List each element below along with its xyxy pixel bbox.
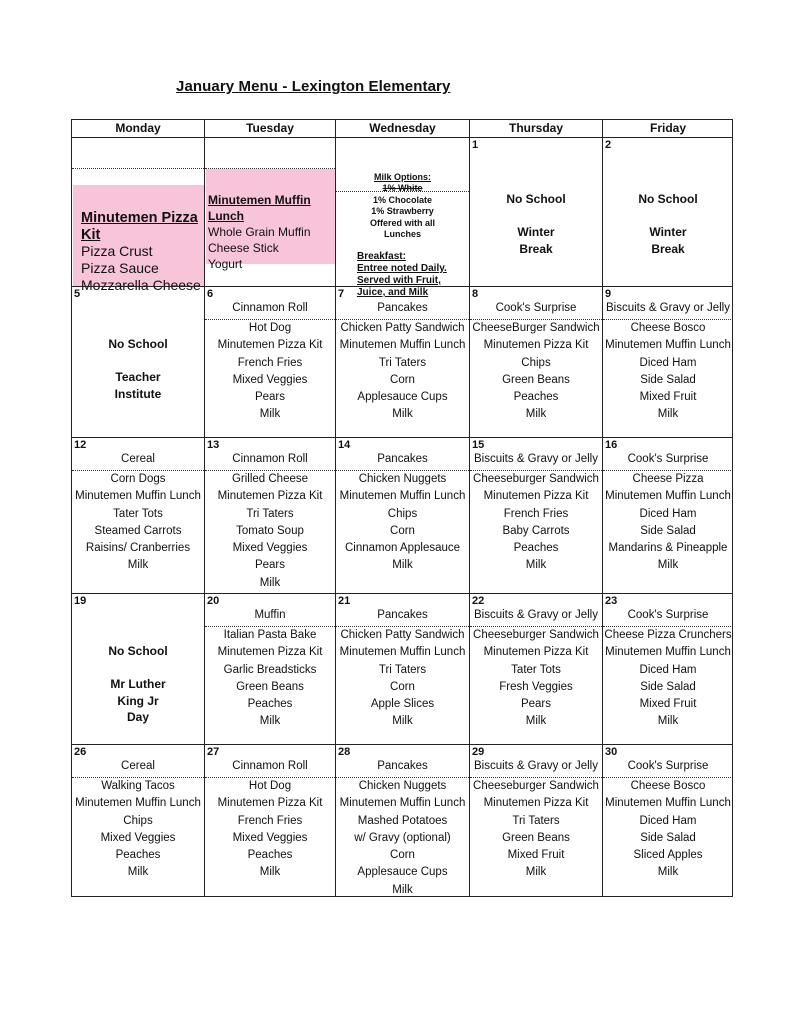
list-item: Milk: [657, 559, 679, 572]
cell-week4-monday: [71, 593, 204, 744]
list-item: Green Beans: [502, 373, 570, 386]
list-item: Minutemen Pizza Kit: [217, 797, 323, 810]
list-item: Cheeseburger Sandwich: [473, 780, 599, 792]
list-item: Diced Ham: [639, 356, 697, 369]
list-item: Mixed Fruit: [639, 391, 697, 404]
breakfast-item: Pancakes: [377, 453, 428, 465]
list-item: Mixed Veggies: [232, 831, 308, 844]
cell-week4-thursday: [469, 593, 602, 744]
day-number: 27: [207, 746, 220, 758]
list-item: Yogurt: [208, 257, 243, 271]
list-item: Minutemen Muffin Lunch: [75, 490, 201, 503]
day-number: 29: [472, 746, 485, 758]
list-item: Mixed Fruit: [639, 698, 697, 711]
cell-week2-thursday: [469, 286, 602, 437]
list-item: Pears: [254, 559, 286, 572]
list-item: Pears: [520, 698, 552, 711]
cell-week4-friday: [602, 593, 733, 744]
list-item: Chips: [123, 814, 153, 827]
day-number: 8: [472, 288, 479, 300]
list-item: Milk: [127, 559, 149, 572]
list-item: Mashed Potatoes: [357, 814, 448, 827]
list-item: Tri Taters: [512, 814, 560, 827]
day-number: 26: [74, 746, 87, 758]
cell-week3-friday: [602, 437, 733, 593]
cell-week2-wednesday: [335, 286, 469, 437]
list-item: Minutemen Muffin Lunch: [605, 797, 731, 810]
list-item: Mixed Fruit: [507, 849, 565, 862]
note-line: Winter: [649, 225, 687, 239]
cell-week2-monday: [71, 286, 204, 437]
list-item: Fresh Veggies: [499, 680, 573, 693]
list-item: Minutemen Muffin Lunch: [605, 339, 731, 352]
note-line: No School: [638, 192, 698, 206]
note-line: Mr Luther: [110, 677, 166, 691]
note-line: No School: [506, 192, 566, 206]
list-item: Milk: [525, 408, 547, 421]
cell-week5-wednesday: [335, 744, 469, 897]
list-item: Diced Ham: [639, 663, 697, 676]
list-item: Peaches: [513, 542, 559, 555]
day-number: 19: [74, 595, 87, 607]
lunch-items: [205, 627, 335, 731]
list-item: Milk: [392, 408, 413, 421]
cell-week1-tuesday: [204, 137, 335, 286]
list-item: Chips: [521, 356, 551, 369]
list-item: Chicken Nuggets: [358, 473, 447, 485]
list-item: Minutemen Muffin Lunch: [75, 797, 201, 810]
milk-note: Offered with all: [369, 217, 435, 228]
list-item: Green Beans: [502, 831, 570, 844]
cell-week2-tuesday: [204, 286, 335, 437]
milk-note: Lunches: [383, 229, 421, 240]
list-item: Hot Dog: [248, 322, 292, 334]
day-number: 21: [338, 595, 351, 607]
list-item: Cheese Pizza: [632, 473, 704, 485]
day-number: 1: [472, 139, 479, 151]
list-item: Steamed Carrots: [94, 524, 182, 537]
list-item: Sliced Apples: [633, 849, 703, 862]
lunch-items: [336, 320, 469, 424]
list-item: Minutemen Pizza Kit: [217, 646, 323, 659]
divider: [336, 191, 469, 192]
list-item: Green Beans: [236, 680, 304, 693]
cell-week4-wednesday: [335, 593, 469, 744]
lunch-items: [470, 320, 602, 424]
muffin-lunch-items: [208, 224, 311, 272]
list-item: Corn: [390, 524, 415, 537]
list-item: Minutemen Muffin Lunch: [339, 646, 466, 659]
cell-week3-monday: [71, 437, 204, 593]
lunch-items: [205, 471, 335, 592]
cell-week3-tuesday: [204, 437, 335, 593]
list-item: Minutemen Muffin Lunch: [339, 490, 466, 503]
list-item: Milk: [657, 408, 679, 421]
cell-week5-thursday: [469, 744, 602, 897]
day-number: 23: [605, 595, 618, 607]
list-item: Tri Taters: [378, 356, 427, 369]
list-item: Chicken Patty Sandwich: [340, 629, 465, 641]
list-item: Minutemen Muffin Lunch: [339, 339, 466, 352]
header-wednesday: Wednesday: [335, 119, 469, 137]
list-item: Peaches: [513, 391, 559, 404]
breakfast-item: Pancakes: [377, 302, 428, 314]
cell-week3-wednesday: [335, 437, 469, 593]
list-item: Cheese Bosco: [630, 322, 706, 334]
cell-week5-tuesday: [204, 744, 335, 897]
list-item: Chicken Patty Sandwich: [340, 322, 465, 334]
list-item: Cheese Bosco: [630, 780, 706, 792]
list-item: Diced Ham: [639, 507, 697, 520]
breakfast-item: Biscuits & Gravy or Jelly: [474, 760, 598, 772]
list-item: Baby Carrots: [502, 524, 570, 537]
list-item: French Fries: [503, 507, 569, 520]
breakfast-item: Cook's Surprise: [627, 609, 709, 621]
list-item: Peaches: [247, 849, 293, 862]
cell-week5-monday: [71, 744, 204, 897]
note-line: Teacher: [115, 370, 161, 384]
day-number: 16: [605, 439, 618, 451]
breakfast-item: Pancakes: [377, 609, 428, 621]
day-number: 13: [207, 439, 220, 451]
list-item: Milk: [392, 559, 413, 572]
breakfast-item: Cinnamon Roll: [232, 302, 308, 314]
day-number: 15: [472, 439, 485, 451]
list-item: Minutemen Pizza Kit: [483, 339, 589, 352]
note-line: Winter: [517, 225, 555, 239]
breakfast-item: Pancakes: [377, 760, 428, 772]
cell-week4-tuesday: [204, 593, 335, 744]
list-item: Minutemen Muffin Lunch: [605, 646, 731, 659]
header-friday: Friday: [602, 119, 733, 137]
breakfast-line: Entree noted Daily.: [357, 263, 447, 274]
list-item: Cheese Stick: [208, 241, 279, 255]
list-item: Milk: [525, 559, 547, 572]
milk-option: 1% Strawberry: [371, 206, 434, 217]
list-item: Mixed Veggies: [100, 831, 176, 844]
no-school-note: [72, 336, 204, 402]
list-item: Corn: [390, 849, 415, 862]
breakfast-item: Cinnamon Roll: [232, 453, 308, 465]
list-item: Peaches: [247, 698, 293, 711]
lunch-items: [205, 778, 335, 882]
list-item: Corn Dogs: [110, 473, 166, 485]
list-item: Apple Slices: [370, 698, 435, 711]
day-number: 2: [605, 139, 612, 151]
list-item: Mixed Veggies: [232, 542, 308, 555]
list-item: Tomato Soup: [236, 524, 304, 537]
list-item: Grilled Cheese: [231, 473, 309, 485]
day-number: 14: [338, 439, 351, 451]
day-number: 5: [74, 288, 81, 300]
list-item: French Fries: [237, 814, 303, 827]
list-item: Garlic Breadsticks: [223, 663, 317, 676]
list-item: Pears: [254, 391, 286, 404]
breakfast-line: Breakfast:: [357, 251, 406, 262]
list-item: Corn: [390, 680, 415, 693]
milk-option: 1% White: [382, 183, 423, 194]
minutemen-pizza-kit-title: Minutemen Pizza Kit: [81, 210, 198, 243]
list-item: Chips: [387, 507, 418, 520]
note-line: Day: [126, 710, 149, 724]
lunch-items: [336, 471, 469, 575]
list-item: Side Salad: [640, 680, 696, 693]
list-item: Side Salad: [640, 373, 696, 386]
lunch-items: [603, 320, 733, 424]
note-line: Institute: [114, 386, 162, 401]
list-item: Diced Ham: [639, 814, 697, 827]
note-line: Break: [651, 241, 685, 256]
list-item: Minutemen Pizza Kit: [483, 646, 589, 659]
note-line: No School: [108, 337, 168, 351]
header-monday: Monday: [71, 119, 204, 137]
cell-week5-friday: [602, 744, 733, 897]
note-line: No School: [108, 644, 168, 658]
breakfast-item: Cook's Surprise: [627, 760, 709, 772]
day-number: 28: [338, 746, 351, 758]
list-item: Cheeseburger Sandwich: [473, 473, 599, 485]
lunch-items: [603, 627, 733, 731]
list-item: Milk: [525, 715, 547, 728]
day-number: 12: [74, 439, 87, 451]
list-item: Minutemen Pizza Kit: [217, 339, 323, 352]
list-item: Tri Taters: [378, 663, 427, 676]
lunch-items: [603, 471, 733, 575]
list-item: Minutemen Pizza Kit: [483, 797, 589, 810]
list-item: Corn: [390, 373, 415, 386]
lunch-items: [72, 778, 204, 882]
breakfast-item: Cook's Surprise: [627, 453, 709, 465]
cell-week1-thursday: [469, 137, 602, 286]
list-item: Cheese Pizza Crunchers: [604, 629, 732, 641]
list-item: Mozzarella Cheese: [81, 277, 201, 293]
list-item: Minutemen Muffin Lunch: [339, 797, 466, 810]
cell-week1-wednesday: [335, 137, 469, 298]
page-title: January Menu - Lexington Elementary: [176, 78, 451, 95]
day-number: 30: [605, 746, 618, 758]
list-item: Mandarins & Pineapple: [608, 542, 728, 555]
breakfast-item: Biscuits & Gravy or Jelly: [606, 302, 730, 314]
list-item: Milk: [259, 715, 281, 728]
list-item: Minutemen Pizza Kit: [217, 490, 323, 503]
minutemen-muffin-lunch-title: Minutemen Muffin Lunch: [208, 193, 311, 223]
list-item: Tater Tots: [113, 507, 163, 520]
lunch-items: [603, 778, 733, 882]
list-item: Tater Tots: [511, 663, 561, 676]
list-item: Chicken Nuggets: [358, 780, 447, 792]
menu-calendar: [71, 119, 733, 897]
list-item: Applesauce Cups: [357, 866, 448, 879]
list-item: Applesauce Cups: [357, 391, 448, 404]
lunch-items: [336, 778, 469, 899]
lunch-items: [470, 627, 602, 731]
breakfast-item: Cook's Surprise: [495, 302, 577, 314]
divider: [72, 168, 204, 169]
list-item: Cheeseburger Sandwich: [473, 629, 599, 641]
header-tuesday: Tuesday: [204, 119, 335, 137]
no-school-note: [603, 191, 733, 257]
list-item: Minutemen Muffin Lunch: [605, 490, 731, 503]
list-item: Milk: [259, 408, 281, 421]
list-item: Walking Tacos: [101, 780, 175, 792]
list-item: Side Salad: [640, 831, 696, 844]
list-item: Pizza Crust: [81, 243, 153, 259]
list-item: Italian Pasta Bake: [223, 629, 317, 641]
milk-options: [336, 172, 469, 240]
list-item: French Fries: [237, 356, 303, 369]
milk-option: 1% Chocolate: [372, 194, 432, 205]
breakfast-line: Served with Fruit,: [357, 275, 441, 286]
breakfast-item: Cereal: [121, 453, 155, 465]
breakfast-item: Cereal: [121, 760, 155, 772]
list-item: w/ Gravy (optional): [354, 831, 451, 844]
lunch-items: [205, 320, 335, 424]
no-school-note: [470, 191, 602, 257]
cell-week1-friday: [602, 137, 733, 286]
list-item: Milk: [525, 866, 547, 879]
no-school-note: [72, 643, 204, 726]
lunch-items: [470, 471, 602, 575]
breakfast-item: Muffin: [254, 609, 286, 621]
day-number: 6: [207, 288, 214, 300]
day-number: 22: [472, 595, 485, 607]
list-item: Hot Dog: [248, 780, 292, 792]
list-item: Tri Taters: [246, 507, 294, 520]
lunch-items: [470, 778, 602, 882]
cell-week3-thursday: [469, 437, 602, 593]
list-item: Side Salad: [640, 524, 696, 537]
cell-week1-monday: [71, 137, 204, 293]
list-item: Milk: [127, 866, 149, 879]
cell-week2-friday: [602, 286, 733, 437]
list-item: Milk: [259, 866, 281, 879]
list-item: Milk: [392, 883, 413, 896]
note-line: King Jr: [117, 693, 159, 708]
list-item: Minutemen Pizza Kit: [483, 490, 589, 503]
list-item: Whole Grain Muffin: [208, 225, 311, 239]
breakfast-item: Biscuits & Gravy or Jelly: [474, 609, 598, 621]
breakfast-item: Cinnamon Roll: [232, 760, 308, 772]
header-thursday: Thursday: [469, 119, 602, 137]
list-item: Milk: [657, 715, 679, 728]
list-item: Milk: [657, 866, 679, 879]
lunch-items: [72, 471, 204, 575]
list-item: Milk: [259, 576, 281, 589]
day-number: 7: [338, 288, 345, 300]
list-item: CheeseBurger Sandwich: [472, 322, 600, 334]
list-item: Cinnamon Applesauce: [344, 542, 461, 555]
note-line: Break: [519, 241, 553, 256]
day-number: 9: [605, 288, 612, 300]
breakfast-item: Biscuits & Gravy or Jelly: [474, 453, 598, 465]
list-item: Raisins/ Cranberries: [85, 542, 191, 555]
lunch-items: [336, 627, 469, 731]
milk-options-title: Milk Options:: [374, 172, 431, 182]
breakfast-line: Juice, and Milk: [357, 287, 429, 298]
list-item: Pizza Sauce: [81, 260, 159, 276]
day-number: 20: [207, 595, 220, 607]
list-item: Mixed Veggies: [232, 373, 308, 386]
list-item: Peaches: [115, 849, 161, 862]
list-item: Milk: [392, 715, 413, 728]
